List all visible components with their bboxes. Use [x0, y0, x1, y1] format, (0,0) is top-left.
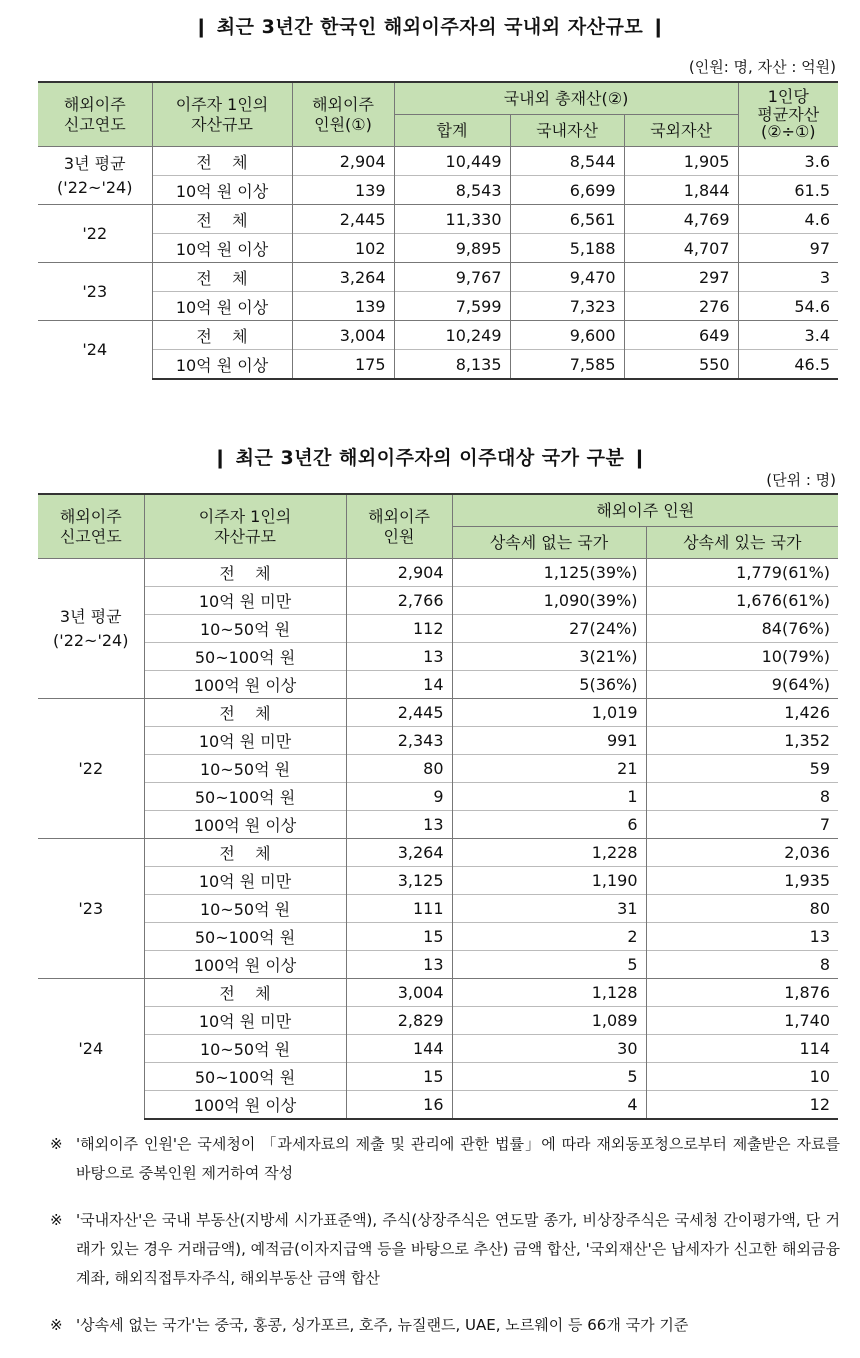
emigrants-cell: 15 [346, 1063, 452, 1091]
header-foreign-assets: 국외자산 [624, 115, 738, 147]
no-inheritance-tax-cell: 5(36%) [452, 671, 646, 699]
emigrants-cell: 13 [346, 951, 452, 979]
year-cell [38, 559, 144, 699]
year-cell [38, 205, 152, 263]
emigrants-cell: 80 [346, 755, 452, 783]
header-no-inheritance-tax: 상속세 없는 국가 [452, 527, 646, 559]
inheritance-tax-cell: 10 [646, 1063, 838, 1091]
no-inheritance-tax-cell: 27(24%) [452, 615, 646, 643]
year-label: '22 [78, 758, 104, 778]
average-assets-cell: 61.5 [738, 176, 838, 205]
foreign-assets-cell: 4,769 [624, 205, 738, 234]
year-label: '23 [78, 898, 104, 918]
asset-size-cell: 50~100억 원 [144, 923, 346, 951]
year-label: ('22~'24) [57, 177, 133, 197]
table2-unit: (단위 : 명) [766, 471, 836, 489]
inheritance-tax-cell: 8 [646, 951, 838, 979]
header-year: 해외이주 신고연도 [38, 82, 152, 147]
footnote [50, 1311, 840, 1340]
asset-size-cell: 100억 원 이상 [144, 1091, 346, 1120]
foreign-assets-cell: 1,905 [624, 147, 738, 176]
asset-size-cell: 100억 원 이상 [144, 811, 346, 839]
table-row [38, 587, 838, 615]
asset-size-table [38, 81, 838, 380]
no-inheritance-tax-cell: 4 [452, 1091, 646, 1120]
sum-cell: 10,449 [394, 147, 510, 176]
header-inheritance-tax: 상속세 있는 국가 [646, 527, 838, 559]
asset-size-cell: 10억 원 이상 [152, 350, 292, 380]
inheritance-tax-cell: 80 [646, 895, 838, 923]
foreign-assets-cell: 550 [624, 350, 738, 380]
destination-country-table [38, 493, 838, 1120]
emigrants-cell: 144 [346, 1035, 452, 1063]
sum-cell: 9,767 [394, 263, 510, 292]
table-row [38, 895, 838, 923]
domestic-assets-cell: 8,544 [510, 147, 624, 176]
inheritance-tax-cell: 9(64%) [646, 671, 838, 699]
domestic-assets-cell: 5,188 [510, 234, 624, 263]
table-row [38, 234, 838, 263]
sum-cell: 7,599 [394, 292, 510, 321]
header-average-assets: 1인당 평균자산 (②÷①) [738, 82, 838, 147]
emigrants-cell: 112 [346, 615, 452, 643]
year-cell [38, 321, 152, 380]
no-inheritance-tax-cell: 1,090(39%) [452, 587, 646, 615]
sum-cell: 8,135 [394, 350, 510, 380]
table-row [38, 1063, 838, 1091]
footnote [50, 1130, 840, 1188]
inheritance-tax-cell: 8 [646, 783, 838, 811]
average-assets-cell: 3.4 [738, 321, 838, 350]
header-asset-size: 이주자 1인의 자산규모 [152, 82, 292, 147]
asset-size-cell: 10억 원 미만 [144, 727, 346, 755]
year-label: '23 [82, 281, 108, 301]
domestic-assets-cell: 7,585 [510, 350, 624, 380]
note-text: '국내자산'은 국내 부동산(지방세 시가표준액), 주식(상장주식은 연도말 종가, 비상장주식은 국세청 간이평가액, 단 거래가 있는 경우 거래금액), 예적금(이자지급액 등을 바탕으로 추산) 금액 합산, '국외재산'은 납세자가 신고한 해외금융계좌, 해외직접투자주식, 해외부동산 금액 합산 [76, 1211, 840, 1287]
table-row [38, 147, 838, 176]
table2-title: ❙ 최근 3년간 해외이주자의 이주대상 국가 구분 ❙ [212, 447, 648, 469]
table-row [38, 559, 838, 587]
table-row [38, 1035, 838, 1063]
header-emigrants: 해외이주 인원 [346, 494, 452, 559]
header-year: 해외이주 신고연도 [38, 494, 144, 559]
inheritance-tax-cell: 1,779(61%) [646, 559, 838, 587]
average-assets-cell: 97 [738, 234, 838, 263]
year-label: 3년 평균 [59, 607, 122, 627]
asset-size-cell: 10억 원 미만 [144, 1007, 346, 1035]
asset-size-cell: 100억 원 이상 [144, 671, 346, 699]
table-row [38, 783, 838, 811]
table-row [38, 951, 838, 979]
table1-unit: (인원: 명, 자산 : 억원) [688, 58, 836, 76]
asset-size-cell: 10~50억 원 [144, 895, 346, 923]
sum-cell: 11,330 [394, 205, 510, 234]
emigrants-cell: 111 [346, 895, 452, 923]
no-inheritance-tax-cell: 30 [452, 1035, 646, 1063]
header-domestic-assets: 국내자산 [510, 115, 624, 147]
asset-size-cell: 50~100억 원 [144, 783, 346, 811]
inheritance-tax-cell: 1,876 [646, 979, 838, 1007]
year-cell [38, 979, 144, 1120]
emigrants-cell: 2,445 [292, 205, 394, 234]
average-assets-cell: 3 [738, 263, 838, 292]
emigrants-cell: 2,766 [346, 587, 452, 615]
emigrants-cell: 3,264 [346, 839, 452, 867]
table-row [38, 839, 838, 867]
asset-size-cell: 10억 원 미만 [144, 867, 346, 895]
table1-title: ❙ 최근 3년간 한국인 해외이주자의 국내외 자산규모 ❙ [193, 16, 667, 38]
inheritance-tax-cell: 1,740 [646, 1007, 838, 1035]
asset-size-cell: 전 체 [152, 263, 292, 292]
no-inheritance-tax-cell: 2 [452, 923, 646, 951]
average-assets-cell: 46.5 [738, 350, 838, 380]
note-text: '상속세 없는 국가'는 중국, 홍콩, 싱가포르, 호주, 뉴질랜드, UAE, 노르웨이 등 66개 국가 기준 [76, 1316, 689, 1334]
average-assets-cell: 4.6 [738, 205, 838, 234]
inheritance-tax-cell: 10(79%) [646, 643, 838, 671]
asset-size-cell: 전 체 [152, 205, 292, 234]
emigrants-cell: 139 [292, 292, 394, 321]
table-row [38, 1091, 838, 1120]
emigrants-cell: 3,004 [346, 979, 452, 1007]
emigrants-cell: 3,264 [292, 263, 394, 292]
table-row [38, 1007, 838, 1035]
asset-size-cell: 10억 원 이상 [152, 292, 292, 321]
asset-size-cell: 전 체 [144, 699, 346, 727]
inheritance-tax-cell: 1,676(61%) [646, 587, 838, 615]
no-inheritance-tax-cell: 3(21%) [452, 643, 646, 671]
asset-size-cell: 10억 원 이상 [152, 234, 292, 263]
no-inheritance-tax-cell: 1,019 [452, 699, 646, 727]
domestic-assets-cell: 7,323 [510, 292, 624, 321]
header-emigrant-group: 해외이주 인원 [452, 494, 838, 527]
inheritance-tax-cell: 2,036 [646, 839, 838, 867]
no-inheritance-tax-cell: 1,089 [452, 1007, 646, 1035]
year-label: '24 [78, 1039, 104, 1059]
header-sum: 합계 [394, 115, 510, 147]
no-inheritance-tax-cell: 5 [452, 1063, 646, 1091]
asset-size-cell: 10~50억 원 [144, 615, 346, 643]
emigrants-cell: 9 [346, 783, 452, 811]
table-row [38, 979, 838, 1007]
asset-size-cell: 100억 원 이상 [144, 951, 346, 979]
emigrants-cell: 2,445 [346, 699, 452, 727]
table-row [38, 671, 838, 699]
emigrants-cell: 139 [292, 176, 394, 205]
year-label: '22 [82, 223, 108, 243]
emigrants-cell: 13 [346, 811, 452, 839]
foreign-assets-cell: 276 [624, 292, 738, 321]
header-total-assets: 국내외 총재산(②) [394, 82, 738, 115]
asset-size-cell: 전 체 [144, 839, 346, 867]
no-inheritance-tax-cell: 31 [452, 895, 646, 923]
emigrants-cell: 16 [346, 1091, 452, 1120]
domestic-assets-cell: 6,699 [510, 176, 624, 205]
inheritance-tax-cell: 12 [646, 1091, 838, 1120]
domestic-assets-cell: 9,600 [510, 321, 624, 350]
no-inheritance-tax-cell: 5 [452, 951, 646, 979]
inheritance-tax-cell: 1,935 [646, 867, 838, 895]
table-row [38, 292, 838, 321]
year-label: ('22~'24) [53, 630, 129, 650]
table-row [38, 321, 838, 350]
average-assets-cell: 54.6 [738, 292, 838, 321]
inheritance-tax-cell: 59 [646, 755, 838, 783]
table-row [38, 643, 838, 671]
emigrants-cell: 3,004 [292, 321, 394, 350]
domestic-assets-cell: 9,470 [510, 263, 624, 292]
no-inheritance-tax-cell: 1,125(39%) [452, 559, 646, 587]
average-assets-cell: 3.6 [738, 147, 838, 176]
year-label: '24 [82, 340, 108, 360]
sum-cell: 8,543 [394, 176, 510, 205]
inheritance-tax-cell: 114 [646, 1035, 838, 1063]
header-emigrants: 해외이주 인원(①) [292, 82, 394, 147]
foreign-assets-cell: 4,707 [624, 234, 738, 263]
footnote [50, 1206, 840, 1293]
no-inheritance-tax-cell: 1,190 [452, 867, 646, 895]
emigrants-cell: 2,829 [346, 1007, 452, 1035]
emigrants-cell: 102 [292, 234, 394, 263]
inheritance-tax-cell: 1,352 [646, 727, 838, 755]
header-asset-size: 이주자 1인의 자산규모 [144, 494, 346, 559]
table-row [38, 867, 838, 895]
note-mark: ※ [50, 1211, 63, 1229]
foreign-assets-cell: 649 [624, 321, 738, 350]
no-inheritance-tax-cell: 1,128 [452, 979, 646, 1007]
foreign-assets-cell: 1,844 [624, 176, 738, 205]
no-inheritance-tax-cell: 991 [452, 727, 646, 755]
asset-size-cell: 전 체 [144, 559, 346, 587]
year-cell [38, 839, 144, 979]
no-inheritance-tax-cell: 1 [452, 783, 646, 811]
emigrants-cell: 15 [346, 923, 452, 951]
note-text: '해외이주 인원'은 국세청이 「과세자료의 제출 및 관리에 관한 법률」에 따라 재외동포청으로부터 제출받은 자료를 바탕으로 중복인원 제거하여 작성 [76, 1135, 840, 1182]
table-row [38, 699, 838, 727]
foreign-assets-cell: 297 [624, 263, 738, 292]
asset-size-cell: 10~50억 원 [144, 1035, 346, 1063]
emigrants-cell: 2,904 [346, 559, 452, 587]
table-row [38, 350, 838, 380]
inheritance-tax-cell: 1,426 [646, 699, 838, 727]
footnotes [50, 1130, 840, 1358]
asset-size-cell: 10억 원 이상 [152, 176, 292, 205]
asset-size-cell: 10~50억 원 [144, 755, 346, 783]
emigrants-cell: 175 [292, 350, 394, 380]
no-inheritance-tax-cell: 21 [452, 755, 646, 783]
inheritance-tax-cell: 84(76%) [646, 615, 838, 643]
asset-size-cell: 50~100억 원 [144, 1063, 346, 1091]
table-row [38, 727, 838, 755]
emigrants-cell: 14 [346, 671, 452, 699]
year-cell [38, 147, 152, 205]
table-row [38, 923, 838, 951]
inheritance-tax-cell: 7 [646, 811, 838, 839]
asset-size-cell: 전 체 [144, 979, 346, 1007]
emigrants-cell: 2,343 [346, 727, 452, 755]
sum-cell: 10,249 [394, 321, 510, 350]
emigrants-cell: 13 [346, 643, 452, 671]
no-inheritance-tax-cell: 6 [452, 811, 646, 839]
note-mark: ※ [50, 1135, 63, 1153]
table-row [38, 205, 838, 234]
emigrants-cell: 2,904 [292, 147, 394, 176]
emigrants-cell: 3,125 [346, 867, 452, 895]
table-row [38, 755, 838, 783]
asset-size-cell: 전 체 [152, 147, 292, 176]
year-cell [38, 263, 152, 321]
table-row [38, 615, 838, 643]
sum-cell: 9,895 [394, 234, 510, 263]
table-row [38, 811, 838, 839]
domestic-assets-cell: 6,561 [510, 205, 624, 234]
asset-size-cell: 50~100억 원 [144, 643, 346, 671]
asset-size-cell: 10억 원 미만 [144, 587, 346, 615]
inheritance-tax-cell: 13 [646, 923, 838, 951]
no-inheritance-tax-cell: 1,228 [452, 839, 646, 867]
year-label: 3년 평균 [63, 154, 126, 174]
asset-size-cell: 전 체 [152, 321, 292, 350]
year-cell [38, 699, 144, 839]
table-row [38, 176, 838, 205]
note-mark: ※ [50, 1316, 63, 1334]
table-row [38, 263, 838, 292]
